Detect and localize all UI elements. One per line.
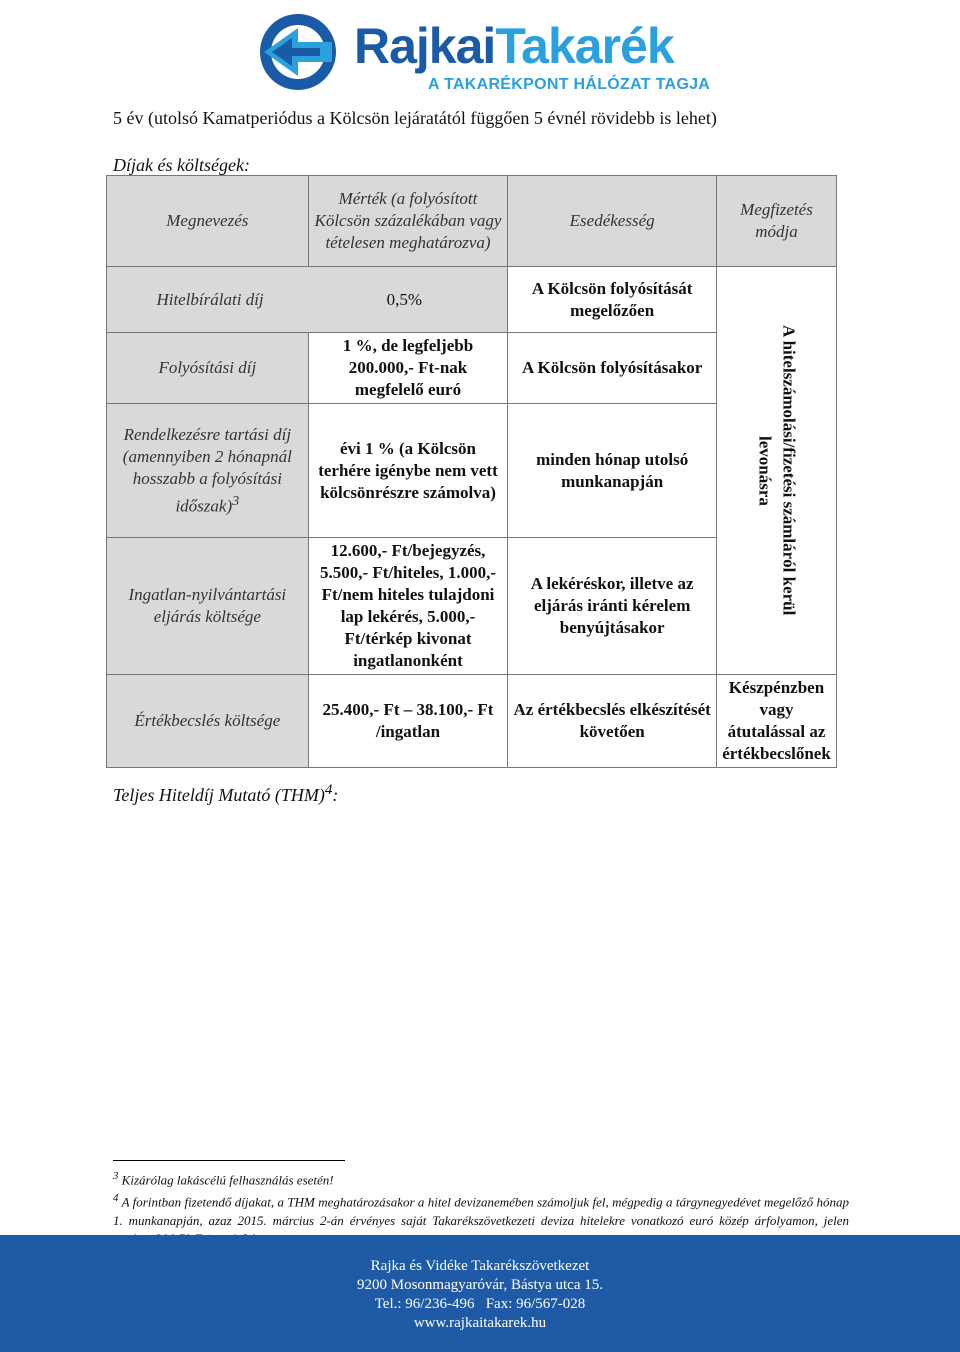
footnote: $^4$ A forintban fizetendő díjakat, a THM meghatározásakor a hitel devizanemében számoljuk fel, mégpedig a tárgynegyedévet megelőző hónap 1. munkanapján, azaz 2015. március 2-án érvényes saját Takarékszövetkezeti deviza hitelekre vonatkozó euró közép árfolyamon, jelen xyxy=(113,1192,849,1228)
row-due: A Kölcsön folyósításakor xyxy=(508,333,717,404)
footnote: $^3$ Kizárólag lakáscélú felhasználás esetén! xyxy=(113,1170,334,1188)
table-header-row xyxy=(107,176,837,267)
table-row xyxy=(107,267,837,333)
header-rate: Mérték (a folyósított Kölcsön százalékában vagy tételesen meghatározva) xyxy=(308,176,508,267)
row-payment: Készpénzben vagy átutalással az értékbecslőnek xyxy=(716,675,836,768)
row-rate: 0,5% xyxy=(386,289,422,309)
row-label: Folyósítási díj xyxy=(107,333,309,404)
fees-title: Díjak és költségek: xyxy=(113,155,250,175)
payment-merged-cell xyxy=(716,267,836,675)
row-rate: 1 %, de legfeljebb 200.000,- Ft-nak megfelelő euró xyxy=(308,333,508,404)
footer-address: 9200 Mosonmagyaróvár, Bástya utca 15. xyxy=(356,1277,603,1293)
fees-table xyxy=(106,175,837,768)
row-label: Értékbecslés költsége xyxy=(107,675,309,768)
footnote-ref: 3 xyxy=(232,492,240,509)
table-row xyxy=(107,675,837,768)
brand-name: RajkaiTakarék xyxy=(354,18,674,74)
row-due: minden hónap utolsó munkanapján xyxy=(508,404,717,538)
footer-company: Rajka és Vidéke Takarékszövetkezet xyxy=(370,1258,590,1274)
row-label: Rendelkezésre tartási díj (amennyiben 2 hónapnál hosszabb a folyósítási időszak)$^3$ xyxy=(107,404,309,538)
footer-phone: Tel.: 96/236-496 Fax: 96/567-028 xyxy=(374,1296,586,1312)
row-due: A Kölcsön folyósítását megelőzően xyxy=(508,267,717,333)
row-label-appraisal-fee: Hitelbírálati díj 0,5% xyxy=(107,267,508,333)
logo xyxy=(258,12,711,104)
row-due: Az értékbecslés elkészítését követően xyxy=(508,675,717,768)
row-due: A lekéréskor, illetve az eljárás iránti kérelem benyújtásakor xyxy=(508,538,717,675)
header-due: Esedékesség xyxy=(508,176,717,267)
footnote-divider xyxy=(113,1160,345,1161)
footer xyxy=(0,1235,960,1352)
logo-mark-icon xyxy=(258,12,338,92)
row-rate: 12.600,- Ft/bejegyzés, 5.500,- Ft/hiteles, 1.000,- Ft/nem hiteles tulajdoni lap lekérés, 5.000,- Ft/térkép kivonat ingatlanonként xyxy=(308,538,508,675)
brand-tagline: A TAKARÉKPONT HÁLÓZAT TAGJA xyxy=(428,76,711,93)
header-payment: Megfizetés módja xyxy=(716,176,836,267)
row-rate: évi 1 % (a Kölcsön terhére igénybe nem vett kölcsönrészre számolva) xyxy=(308,404,508,538)
row-label: Ingatlan-nyilvántartási eljárás költsége xyxy=(107,538,309,675)
row-rate: 25.400,- Ft – 38.100,- Ft /ingatlan xyxy=(308,675,508,768)
payment-merged-text: A hitelszámolási/fizetési számláról kerül levonásra xyxy=(755,325,799,616)
thm-label: Teljes Hiteldíj Mutató (THM)$^4$: xyxy=(113,782,339,805)
term-line: 5 év (utolsó Kamatperiódus a Kölcsön lejáratától függően 5 évnél rövidebb is lehet) xyxy=(113,108,717,128)
footer-website[interactable]: www.rajkaitakarek.hu xyxy=(413,1315,547,1331)
header-name: Megnevezés xyxy=(107,176,309,267)
